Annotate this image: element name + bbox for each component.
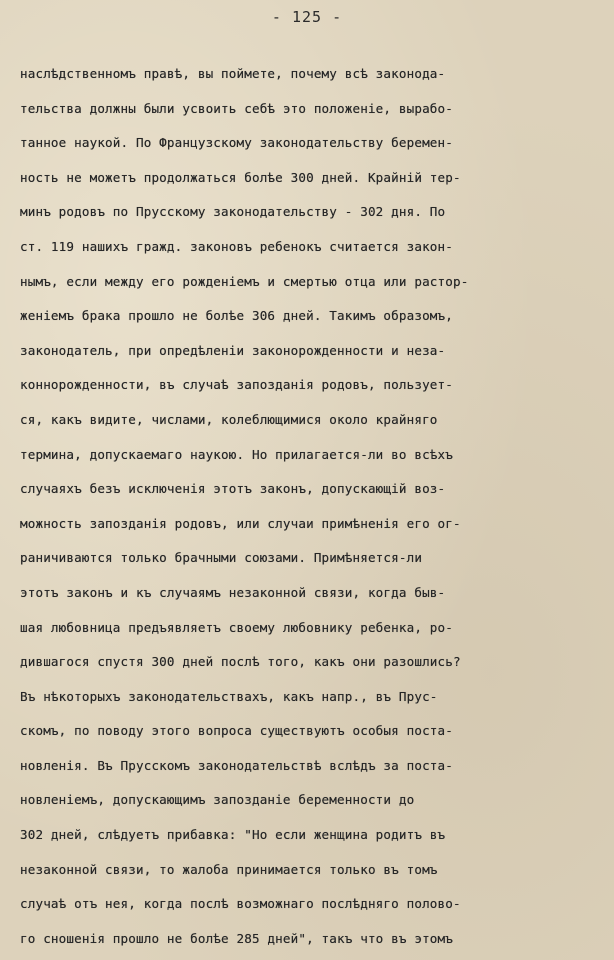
text-line: можность запозданія родовъ, или случаи примѣненія его ог-	[20, 515, 461, 531]
text-line: новленія. Въ Прусскомъ законодательствѣ вслѣдъ за поста-	[20, 757, 453, 773]
text-line: нымъ, если между его рожденіемъ и смертью отца или растор-	[20, 273, 469, 289]
text-line: дившагося спустя 300 дней послѣ того, какъ они разошлись?	[20, 654, 461, 670]
text-line: го сношенія прошло не болѣе 285 дней", такъ что въ этомъ	[20, 930, 453, 946]
text-line: женіемъ брака прошло не болѣе 306 дней. Такимъ образомъ,	[20, 308, 453, 324]
text-line: Въ нѣкоторыхъ законодательствахъ, какъ напр., въ Прус-	[20, 688, 438, 704]
text-line: наслѣдственномъ правѣ, вы поймете, почему всѣ законода-	[20, 66, 446, 81]
text-line: скомъ, по поводу этого вопроса существуютъ особыя поста-	[20, 723, 453, 739]
text-line: законодатель, при опредѣленіи законорожденности и неза-	[20, 342, 446, 358]
text-line: новленіемъ, допускающимъ запозданіе беременности до	[20, 792, 415, 808]
page-number: - 125 -	[271, 8, 343, 26]
text-line: ся, какъ видите, числами, колеблющимися около крайняго	[20, 411, 438, 427]
text-line: шая любовница предъявляетъ своему любовнику ребенка, ро-	[20, 619, 453, 635]
text-body	[20, 57, 594, 956]
text-line: этотъ законъ и къ случаямъ незаконной связи, когда быв-	[20, 584, 446, 600]
text-line: тельства должны были усвоить себѣ это положеніе, вырабо-	[20, 100, 453, 116]
text-line: ст. 119 нашихъ гражд. законовъ ребенокъ считается закон-	[20, 238, 453, 254]
text-line: ность не можетъ продолжаться болѣе 300 дней. Крайній тер-	[20, 169, 461, 185]
text-line: коннорожденности, въ случаѣ запозданія родовъ, пользует-	[20, 377, 453, 393]
text-line: незаконной связи, то жалоба принимается только въ томъ	[20, 861, 438, 877]
text-line: танное наукой. По Французскому законодательству беремен-	[20, 135, 453, 151]
text-line: минъ родовъ по Прусскому законодательству - 302 дня. По	[20, 204, 446, 220]
text-line: случаѣ отъ нея, когда послѣ возможнаго послѣдняго полово-	[20, 896, 461, 912]
text-line: раничиваются только брачными союзами. Примѣняется-ли	[20, 550, 423, 566]
text-line: термина, допускаемаго наукою. Но прилагается-ли во всѣхъ	[20, 446, 453, 462]
text-line: случаяхъ безъ исключенія этотъ законъ, допускающій воз-	[20, 481, 446, 497]
text-line: 302 дней, слѣдуетъ прибавка: "Но если женщина родитъ въ	[20, 827, 446, 843]
